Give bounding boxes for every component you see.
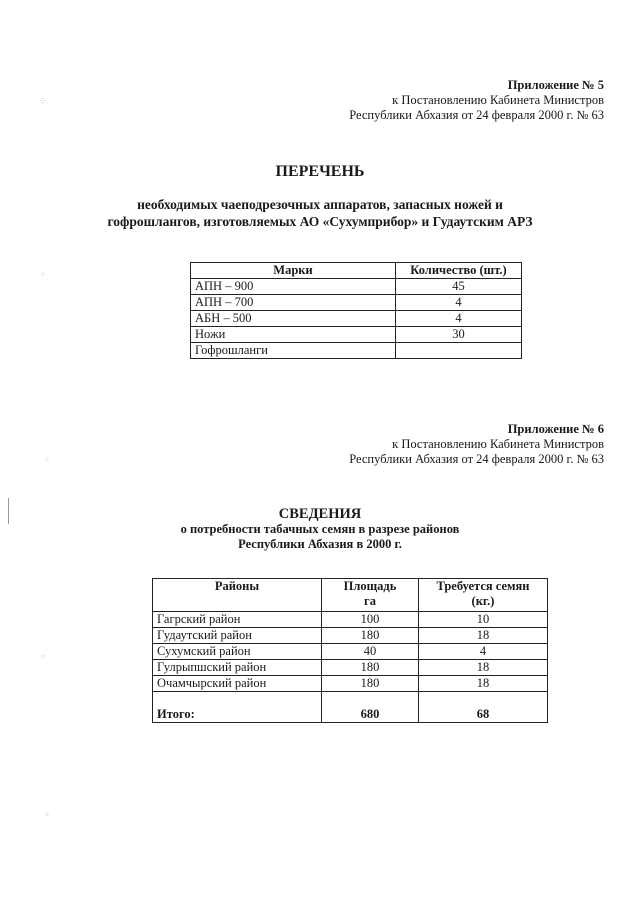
appendix5-number: Приложение № 5 <box>507 78 604 92</box>
column-header: Марки <box>191 263 396 279</box>
info-table <box>152 578 548 723</box>
table-row <box>191 279 522 295</box>
table-cell: 45 <box>396 279 522 295</box>
table-cell: 4 <box>396 295 522 311</box>
table-cell: 18 <box>419 628 548 644</box>
appendix5-line2: Республики Абхазия от 24 февраля 2000 г. № 63 <box>349 108 604 122</box>
header-line: га <box>364 594 376 608</box>
table-total-row <box>153 692 548 723</box>
info-title: СВЕДЕНИЯ <box>278 506 362 522</box>
margin-mark: ◦ <box>40 652 46 663</box>
table-cell: 4 <box>396 311 522 327</box>
table-row <box>191 295 522 311</box>
table-cell: Ножи <box>191 327 396 343</box>
table-cell: АБН – 500 <box>191 311 396 327</box>
table-cell: 18 <box>419 676 548 692</box>
table-cell: Гудаутский район <box>153 628 322 644</box>
appendix5-line1: к Постановлению Кабинета Министров <box>392 93 604 107</box>
appendix6-line2: Республики Абхазия от 24 февраля 2000 г. № 63 <box>349 452 604 466</box>
margin-mark: ◦ <box>44 810 50 821</box>
table-cell: Итого: <box>153 692 322 723</box>
table-row <box>153 644 548 660</box>
info-subtitle-line1: о потребности табачных семян в разрезе районов <box>180 522 460 536</box>
info-subtitle-line2: Республики Абхазия в 2000 г. <box>238 537 402 551</box>
table-cell: Гофрошланги <box>191 343 396 359</box>
table-cell: АПН – 900 <box>191 279 396 295</box>
column-header: Количество (шт.) <box>396 263 522 279</box>
table-cell: 680 <box>322 692 419 723</box>
header-line: (кг.) <box>471 594 495 608</box>
table-cell: 4 <box>419 644 548 660</box>
list-subtitle-line2: гофрошлангов, изготовляемых АО «Сухумприбор» и Гудаутским АРЗ <box>107 214 533 229</box>
table-row <box>153 612 548 628</box>
info-subtitle <box>0 522 640 552</box>
table-cell: Гулрыпшский район <box>153 660 322 676</box>
list-subtitle-line1: необходимых чаеподрезочных аппаратов, запасных ножей и <box>137 197 503 212</box>
table-header-row <box>153 579 548 612</box>
table-header-row <box>191 263 522 279</box>
table-cell: 180 <box>322 628 419 644</box>
table-cell: Гагрский район <box>153 612 322 628</box>
header-line: Площадь <box>343 579 397 593</box>
margin-mark: ◦ <box>44 455 50 466</box>
appendix6-header <box>349 422 604 467</box>
list-table <box>190 262 522 359</box>
margin-mark: ⁘ <box>38 96 47 107</box>
column-header <box>419 579 548 612</box>
list-title: ПЕРЕЧЕНЬ <box>275 163 365 180</box>
table-cell: Сухумский район <box>153 644 322 660</box>
table-row <box>153 628 548 644</box>
table-cell: 68 <box>419 692 548 723</box>
appendix6-number: Приложение № 6 <box>507 422 604 436</box>
appendix5-header <box>349 78 604 123</box>
margin-mark: ◦ <box>40 270 46 281</box>
table-cell <box>396 343 522 359</box>
table-row <box>191 327 522 343</box>
appendix6-line1: к Постановлению Кабинета Министров <box>392 437 604 451</box>
table-cell: 40 <box>322 644 419 660</box>
table-cell: 180 <box>322 660 419 676</box>
column-header: Районы <box>153 579 322 612</box>
table-cell: 18 <box>419 660 548 676</box>
table-row <box>153 660 548 676</box>
list-subtitle <box>0 196 640 230</box>
table-cell: 30 <box>396 327 522 343</box>
table-row <box>191 343 522 359</box>
table-row <box>191 311 522 327</box>
header-line: Требуется семян <box>436 579 530 593</box>
column-header <box>322 579 419 612</box>
table-cell: Очамчырский район <box>153 676 322 692</box>
table-row <box>153 676 548 692</box>
table-cell: АПН – 700 <box>191 295 396 311</box>
table-cell: 180 <box>322 676 419 692</box>
table-cell: 10 <box>419 612 548 628</box>
table-cell: 100 <box>322 612 419 628</box>
